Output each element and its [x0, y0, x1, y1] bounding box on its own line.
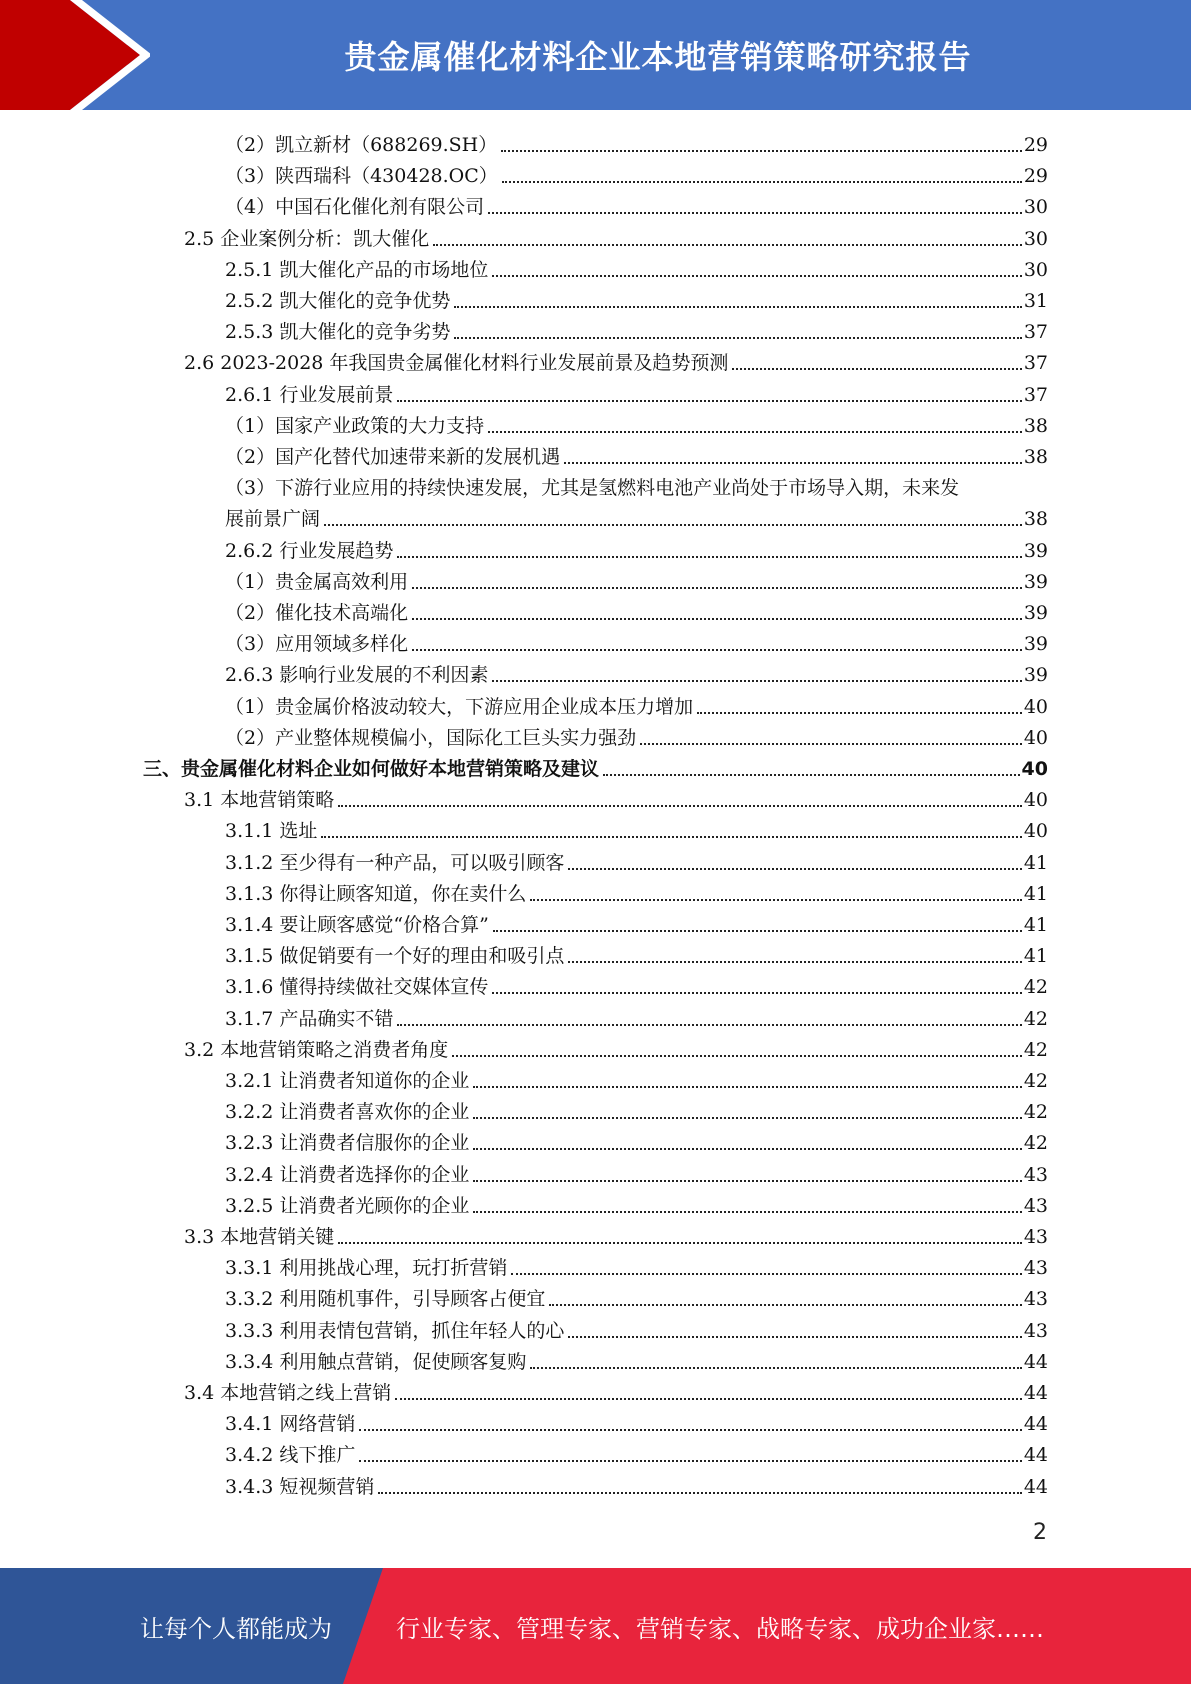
toc-dot-leader — [473, 1210, 1021, 1213]
toc-entry-title: 3.2.2 让消费者喜欢你的企业 — [225, 1101, 470, 1124]
toc-dot-leader — [568, 1335, 1021, 1338]
toc-dot-leader — [397, 1023, 1021, 1026]
toc-entry[interactable] — [225, 439, 1048, 470]
toc-entry-title: 3.1.5 做促销要有一个好的理由和吸引点 — [225, 945, 565, 968]
toc-entry-page: 30 — [1023, 258, 1048, 281]
toc-entry[interactable] — [225, 813, 1048, 844]
toc-dot-leader — [549, 1303, 1021, 1306]
toc-entry-title: （2）产业整体规模偏小，国际化工巨头实力强劲 — [225, 726, 637, 749]
toc-entry[interactable] — [225, 408, 1048, 439]
toc-dot-leader — [568, 960, 1021, 963]
toc-entry[interactable] — [225, 876, 1048, 907]
toc-entry-title: （3）陕西瑞科（430428.OC） — [225, 165, 498, 188]
toc-entry[interactable] — [184, 782, 1048, 813]
toc-entry[interactable] — [225, 1063, 1048, 1094]
toc-entry[interactable] — [225, 657, 1048, 688]
toc-entry[interactable] — [143, 751, 1048, 782]
toc-dot-leader — [530, 898, 1021, 901]
toc-entry-page: 30 — [1023, 196, 1048, 219]
toc-entry[interactable] — [225, 1469, 1048, 1500]
toc-entry-page: 40 — [1023, 820, 1048, 843]
toc-entry[interactable] — [225, 1437, 1048, 1468]
toc-entry-page: 44 — [1023, 1444, 1048, 1467]
toc-entry[interactable] — [225, 189, 1048, 220]
toc-dot-leader — [321, 835, 1021, 838]
toc-entry-title: 3.1.7 产品确实不错 — [225, 1007, 394, 1030]
toc-dot-leader — [454, 305, 1021, 308]
toc-entry-title: 3.1.6 懂得持续做社交媒体宣传 — [225, 976, 489, 999]
toc-dot-leader — [697, 711, 1022, 714]
toc-entry-title: 3.3.3 利用表情包营销，抓住年轻人的心 — [225, 1319, 565, 1342]
toc-dot-leader — [473, 1179, 1021, 1182]
toc-dot-leader — [412, 586, 1022, 589]
toc-entry-page: 30 — [1023, 227, 1048, 250]
toc-dot-leader — [530, 1366, 1021, 1369]
toc-entry-title: 3.2 本地营销策略之消费者角度 — [184, 1038, 449, 1061]
toc-entry-page: 42 — [1023, 1070, 1048, 1092]
toc-dot-leader — [732, 367, 1021, 370]
toc-dot-leader — [378, 1491, 1021, 1494]
toc-dot-leader — [511, 1272, 1021, 1275]
toc-entry[interactable] — [225, 595, 1048, 626]
toc-entry[interactable] — [225, 1001, 1048, 1032]
toc-entry-page: 41 — [1023, 851, 1048, 874]
toc-entry-page: 39 — [1023, 539, 1048, 562]
toc-entry-page: 39 — [1023, 664, 1048, 687]
toc-dot-leader — [473, 1085, 1021, 1088]
toc-dot-leader — [433, 243, 1022, 246]
toc-dot-leader — [640, 742, 1022, 745]
toc-entry[interactable] — [225, 470, 1048, 501]
toc-entry-page: 38 — [1023, 508, 1048, 531]
toc-entry-page: 42 — [1023, 1101, 1048, 1124]
toc-entry-page: 40 — [1021, 758, 1048, 780]
toc-dot-leader — [603, 773, 1020, 776]
toc-entry-page: 42 — [1023, 1038, 1048, 1061]
toc-dot-leader — [359, 1428, 1021, 1431]
toc-entry-title: （3）下游行业应用的持续快速发展，尤其是氢燃料电池产业尚处于市场导入期，未来发 — [225, 477, 960, 500]
toc-entry-page: 42 — [1023, 1132, 1048, 1155]
toc-entry-page: 37 — [1023, 383, 1048, 406]
toc-entry-title: 3.1.2 至少得有一种产品，可以吸引顾客 — [225, 851, 565, 874]
toc-entry[interactable] — [225, 1157, 1048, 1188]
toc-entry-page: 44 — [1023, 1475, 1048, 1498]
toc-entry-title: 3.2.1 让消费者知道你的企业 — [225, 1070, 470, 1092]
toc-dot-leader — [568, 867, 1021, 870]
toc-entry[interactable] — [225, 1125, 1048, 1156]
toc-entry[interactable] — [225, 720, 1048, 751]
toc-entry-page: 41 — [1023, 914, 1048, 936]
toc-entry-title: 2.6.2 行业发展趋势 — [225, 539, 394, 562]
toc-dot-leader — [501, 149, 1022, 152]
report-title: 贵金属催化材料企业本地营销策略研究报告 — [344, 38, 972, 76]
toc-entry-page: 43 — [1023, 1257, 1048, 1280]
toc-dot-leader — [359, 1459, 1021, 1462]
toc-entry-page: 43 — [1023, 1288, 1048, 1311]
toc-entry[interactable] — [225, 1188, 1048, 1219]
toc-dot-leader — [492, 991, 1021, 994]
toc-entry-title: 展前景广阔 — [225, 508, 321, 531]
toc-entry-page: 39 — [1023, 602, 1048, 624]
toc-entry-title: 2.5.3 凯大催化的竞争劣势 — [225, 321, 451, 344]
toc-entry[interactable] — [225, 907, 1048, 938]
toc-entry[interactable] — [225, 564, 1048, 595]
toc-entry[interactable] — [225, 1344, 1048, 1375]
toc-entry-title: （2）凯立新材（688269.SH） — [225, 134, 498, 156]
toc-dot-leader — [395, 1397, 1022, 1400]
toc-entry-page: 31 — [1023, 290, 1048, 312]
toc-entry-title: 3.1.4 要让顾客感觉“价格合算” — [225, 914, 489, 936]
footer-slogan-right: 行业专家、管理专家、营销专家、战略专家、成功企业家…… — [396, 1614, 1044, 1643]
toc-entry-page: 43 — [1023, 1319, 1048, 1342]
toc-entry-page: 38 — [1023, 446, 1048, 468]
chevron-decoration-icon — [0, 0, 150, 110]
toc-dot-leader — [412, 648, 1022, 651]
toc-entry-title: 3.1.1 选址 — [225, 820, 318, 843]
toc-entry-page: 39 — [1023, 570, 1048, 593]
toc-entry[interactable] — [225, 845, 1048, 876]
toc-dot-leader — [452, 1054, 1022, 1057]
toc-dot-leader — [473, 1147, 1021, 1150]
toc-dot-leader — [493, 929, 1022, 932]
toc-entry[interactable] — [225, 689, 1048, 720]
toc-entry-page: 39 — [1023, 633, 1048, 656]
toc-entry-page: 44 — [1023, 1413, 1048, 1436]
toc-entry-page: 43 — [1023, 1194, 1048, 1217]
toc-dot-leader — [488, 211, 1022, 214]
toc-entry-title: 3.1 本地营销策略 — [184, 789, 335, 812]
toc-entry-title: 3.2.5 让消费者光顾你的企业 — [225, 1194, 470, 1217]
toc-entry-title: （1）国家产业政策的大力支持 — [225, 414, 485, 437]
toc-dot-leader — [564, 461, 1022, 464]
toc-entry[interactable] — [225, 314, 1048, 345]
toc-entry[interactable] — [225, 938, 1048, 969]
toc-entry-title: 3.3.2 利用随机事件，引导顾客占便宜 — [225, 1288, 546, 1311]
toc-entry-title: 3.3 本地营销关键 — [184, 1226, 335, 1248]
toc-entry-title: 3.4.2 线下推广 — [225, 1444, 356, 1467]
toc-dot-leader — [324, 523, 1022, 526]
toc-entry-page: 40 — [1023, 695, 1048, 718]
toc-entry[interactable] — [184, 1032, 1048, 1063]
toc-entry[interactable] — [225, 969, 1048, 1000]
page-number: 2 — [1033, 1520, 1047, 1545]
toc-entry-title: 2.6.1 行业发展前景 — [225, 383, 394, 406]
toc-entry[interactable] — [225, 1406, 1048, 1437]
toc-dot-leader — [412, 617, 1022, 620]
page-footer — [0, 1568, 1191, 1684]
toc-dot-leader — [338, 1241, 1022, 1244]
toc-dot-leader — [473, 1116, 1021, 1119]
toc-entry[interactable] — [225, 252, 1048, 283]
toc-entry-page: 42 — [1023, 1007, 1048, 1030]
toc-entry[interactable] — [225, 377, 1048, 408]
toc-entry-title: 2.5.2 凯大催化的竞争优势 — [225, 290, 451, 312]
toc-entry[interactable] — [225, 283, 1048, 314]
toc-entry-title: 3.3.1 利用挑战心理，玩打折营销 — [225, 1257, 508, 1280]
toc-entry-title: 三、贵金属催化材料企业如何做好本地营销策略及建议 — [143, 758, 600, 780]
toc-dot-leader — [488, 430, 1022, 433]
toc-entry[interactable] — [225, 501, 1048, 532]
toc-entry-title: 2.6 2023-2028 年我国贵金属催化材料行业发展前景及趋势预测 — [184, 352, 729, 375]
toc-dot-leader — [397, 399, 1021, 402]
toc-dot-leader — [397, 555, 1021, 558]
toc-entry-page: 37 — [1023, 321, 1048, 344]
toc-entry[interactable] — [225, 158, 1048, 189]
toc-entry[interactable] — [225, 127, 1048, 158]
toc-entry-page: 41 — [1023, 882, 1048, 905]
toc-entry[interactable] — [184, 1375, 1048, 1406]
toc-entry-page: 44 — [1023, 1350, 1048, 1373]
toc-entry[interactable] — [225, 1094, 1048, 1125]
toc-dot-leader — [492, 679, 1021, 682]
toc-entry[interactable] — [225, 533, 1048, 564]
toc-entry-page: 37 — [1023, 352, 1048, 375]
toc-entry[interactable] — [225, 1313, 1048, 1344]
toc-dot-leader — [338, 804, 1022, 807]
toc-entry[interactable] — [184, 221, 1048, 252]
toc-entry-title: （1）贵金属高效利用 — [225, 570, 409, 593]
toc-entry[interactable] — [225, 1250, 1048, 1281]
toc-entry-page: 43 — [1023, 1163, 1048, 1186]
toc-entry-title: 2.6.3 影响行业发展的不利因素 — [225, 664, 489, 687]
toc-entry-page: 29 — [1023, 134, 1048, 156]
footer-slogan-left: 让每个人都能成为 — [140, 1614, 332, 1643]
toc-entry-title: 2.5.1 凯大催化产品的市场地位 — [225, 258, 489, 281]
toc-entry-page: 43 — [1023, 1226, 1048, 1248]
toc-entry-title: （2）国产化替代加速带来新的发展机遇 — [225, 446, 561, 468]
toc-entry-title: 3.2.3 让消费者信服你的企业 — [225, 1132, 470, 1155]
toc-entry-page: 44 — [1023, 1382, 1048, 1404]
toc-entry-title: （4）中国石化催化剂有限公司 — [225, 196, 485, 219]
toc-entry[interactable] — [225, 1281, 1048, 1312]
toc-entry-title: （1）贵金属价格波动较大，下游应用企业成本压力增加 — [225, 695, 694, 718]
toc-entry-title: 3.4 本地营销之线上营销 — [184, 1382, 392, 1404]
toc-dot-leader — [502, 180, 1022, 183]
toc-dot-leader — [454, 336, 1021, 339]
toc-entry-title: 3.3.4 利用触点营销，促使顾客复购 — [225, 1350, 527, 1373]
toc-entry-title: 3.4.1 网络营销 — [225, 1413, 356, 1436]
toc-entry[interactable] — [225, 626, 1048, 657]
toc-entry-title: 3.1.3 你得让顾客知道，你在卖什么 — [225, 882, 527, 905]
toc-entry-title: （3）应用领域多样化 — [225, 633, 409, 656]
toc-dot-leader — [492, 274, 1021, 277]
toc-entry-page: 42 — [1023, 976, 1048, 999]
toc-entry-title: 3.2.4 让消费者选择你的企业 — [225, 1163, 470, 1186]
toc-entry-page: 29 — [1023, 165, 1048, 188]
toc-entry-page: 40 — [1023, 789, 1048, 812]
toc-entry[interactable] — [184, 345, 1048, 376]
toc-entry-page: 38 — [1023, 414, 1048, 437]
toc-entry[interactable] — [184, 1219, 1048, 1250]
toc-entry-title: 2.5 企业案例分析：凯大催化 — [184, 227, 430, 250]
page-header — [0, 0, 1191, 110]
toc-entry-page: 41 — [1023, 945, 1048, 968]
toc-entry-page: 40 — [1023, 726, 1048, 749]
toc-entry-title: （2）催化技术高端化 — [225, 602, 409, 624]
toc-entry-title: 3.4.3 短视频营销 — [225, 1475, 375, 1498]
